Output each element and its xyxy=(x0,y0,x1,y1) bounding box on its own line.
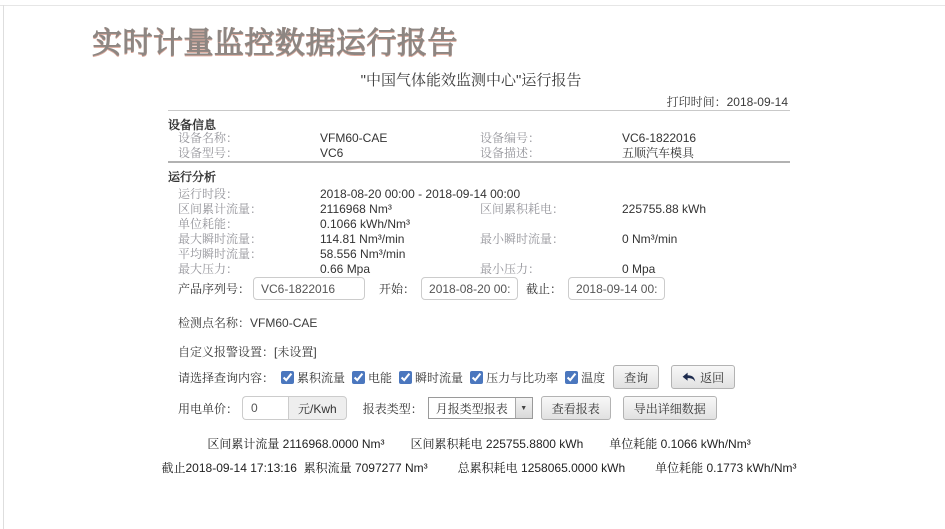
checkbox-label: 电能 xyxy=(368,370,393,385)
alarm-setting-label: 自定义报警设置： xyxy=(178,345,275,359)
section-title-device-info: 设备信息 xyxy=(168,118,217,132)
checkbox-temperature-input[interactable] xyxy=(565,371,578,384)
field-label: 设备型号： xyxy=(178,146,239,160)
checkbox-energy-input[interactable] xyxy=(352,371,365,384)
field-label: 最大瞬时流量： xyxy=(178,232,263,246)
field-label: 运行时段： xyxy=(178,187,239,201)
checkbox-energy[interactable] xyxy=(352,369,392,386)
unit-price-group xyxy=(242,396,347,420)
report-type-select[interactable] xyxy=(428,397,533,419)
query-options-label: 请选择查询内容： xyxy=(178,370,275,385)
start-date-input[interactable] xyxy=(421,277,518,300)
view-report-button[interactable]: 查看报表 xyxy=(541,396,611,420)
report-title: "中国气体能效监测中心"运行报告 xyxy=(360,72,582,89)
field-label: 最小压力： xyxy=(480,262,541,276)
field-value: VC6 xyxy=(320,146,344,160)
back-arrow-icon xyxy=(682,372,696,383)
print-time-value: 2018-09-14 xyxy=(726,95,788,109)
field-value: 0.1066 kWh/Nm³ xyxy=(320,217,411,231)
summary-row-total xyxy=(161,459,797,476)
checkbox-cumulative-flow-input[interactable] xyxy=(281,371,294,384)
unit-price-input[interactable] xyxy=(242,396,288,420)
checkbox-pressure-specific-power[interactable] xyxy=(470,369,558,386)
field-value: 225755.88 kWh xyxy=(622,202,707,216)
field-label: 最大压力： xyxy=(178,262,239,276)
page-left-divider xyxy=(3,5,4,529)
field-label: 设备编号： xyxy=(480,131,541,145)
alarm-setting-row xyxy=(178,343,317,360)
end-date-label: 截止： xyxy=(526,282,563,296)
summary-item: 截止2018-09-14 17:13:16 累积流量 7097277 Nm³ xyxy=(161,461,428,475)
checkbox-temperature[interactable] xyxy=(565,369,605,386)
field-label: 平均瞬时流量： xyxy=(178,247,263,261)
section-title-analysis: 运行分析 xyxy=(168,170,217,184)
field-label: 区间累积耗电： xyxy=(480,202,565,216)
divider-header xyxy=(168,110,790,111)
serial-label: 产品序列号： xyxy=(178,282,251,296)
export-data-button[interactable]: 导出详细数据 xyxy=(623,396,717,420)
summary-item: 总累积耗电 1258065.0000 kWh xyxy=(457,461,626,475)
back-button[interactable]: 返回 xyxy=(671,365,735,389)
field-value: 58.556 Nm³/min xyxy=(320,247,406,261)
field-value: 2018-08-20 00:00 - 2018-09-14 00:00 xyxy=(320,187,521,201)
monitor-point-row xyxy=(178,314,317,331)
field-label xyxy=(480,248,622,260)
query-options-row xyxy=(178,365,735,389)
field-label xyxy=(480,218,622,230)
field-value: 114.81 Nm³/min xyxy=(320,232,405,246)
summary-row-interval xyxy=(168,435,790,452)
end-date-input[interactable] xyxy=(568,277,665,300)
field-label: 设备描述： xyxy=(480,146,541,160)
report-type-selected-value: 月报类型报表 xyxy=(435,401,508,416)
checkbox-instant-flow[interactable] xyxy=(399,369,463,386)
device-info-table xyxy=(178,132,790,159)
start-date-label: 开始： xyxy=(379,282,416,296)
field-value: VC6-1822016 xyxy=(622,131,697,145)
field-value xyxy=(622,218,790,230)
field-value: 2116968 Nm³ xyxy=(320,202,392,216)
query-button[interactable]: 查询 xyxy=(613,365,659,389)
page-title: 实时计量监控数据运行报告 xyxy=(92,27,458,60)
dropdown-arrow-icon: ▼ xyxy=(515,398,532,418)
price-report-row xyxy=(178,396,717,420)
summary-item: 单位耗能 0.1066 kWh/Nm³ xyxy=(609,437,751,451)
divider-section xyxy=(168,161,790,163)
field-label: 设备名称： xyxy=(178,131,239,145)
checkbox-label: 压力与比功率 xyxy=(486,370,559,385)
field-value xyxy=(622,188,790,200)
checkbox-label: 累积流量 xyxy=(297,370,346,385)
checkbox-label: 瞬时流量 xyxy=(415,370,464,385)
monitor-point-label: 检测点名称： xyxy=(178,316,251,330)
page-top-divider xyxy=(0,5,945,6)
unit-price-label: 用电单价： xyxy=(178,401,239,416)
analysis-table xyxy=(178,188,790,275)
summary-item: 区间累计流量 2116968.0000 Nm³ xyxy=(207,437,385,451)
checkbox-pressure-specific-power-input[interactable] xyxy=(470,371,483,384)
serial-input[interactable] xyxy=(253,277,365,300)
unit-price-addon: 元/Kwh xyxy=(288,396,347,420)
field-value xyxy=(622,248,790,260)
field-label: 单位耗能： xyxy=(178,217,239,231)
summary-item: 区间累积耗电 225755.8800 kWh xyxy=(410,437,584,451)
summary-item: 单位耗能 0.1773 kWh/Nm³ xyxy=(655,461,797,475)
report-type-label: 报表类型： xyxy=(362,401,423,416)
checkbox-cumulative-flow[interactable] xyxy=(281,369,345,386)
field-label: 最小瞬时流量： xyxy=(480,232,565,246)
field-value: 0 Nm³/min xyxy=(622,232,678,246)
alarm-setting-value: [未设置] xyxy=(274,345,317,359)
checkbox-instant-flow-input[interactable] xyxy=(399,371,412,384)
report-body xyxy=(161,60,797,529)
field-value: VFM60-CAE xyxy=(320,131,388,145)
field-label: 区间累计流量： xyxy=(178,202,263,216)
checkbox-label: 温度 xyxy=(581,370,606,385)
field-value: 五顺汽车模具 xyxy=(622,146,695,160)
print-time-label: 打印时间： xyxy=(666,95,727,109)
field-value: 0 Mpa xyxy=(622,262,656,276)
serial-date-form xyxy=(178,277,665,300)
monitor-point-value: VFM60-CAE xyxy=(250,315,318,330)
print-time xyxy=(667,93,788,110)
field-value: 0.66 Mpa xyxy=(320,262,371,276)
